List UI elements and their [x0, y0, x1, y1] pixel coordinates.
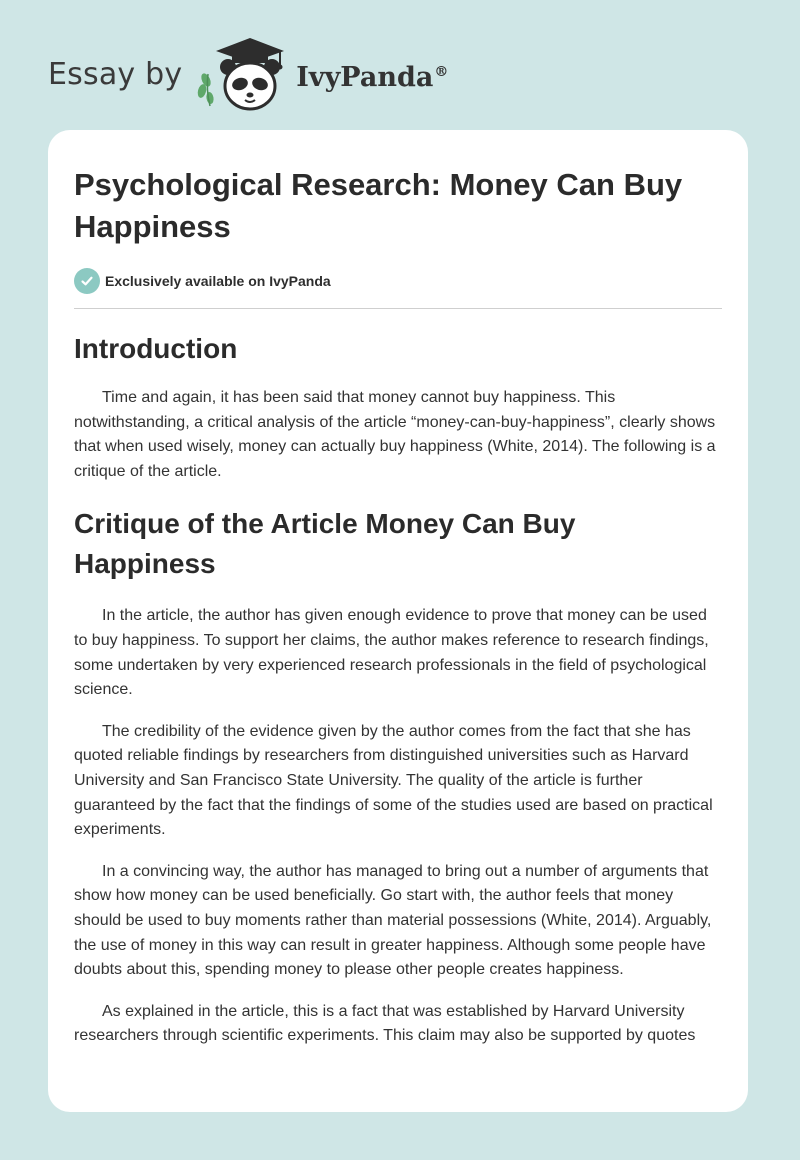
paragraph: The credibility of the evidence given by the author comes from the fact that she has quoted reliable findings by researchers from distinguished universities such as Harvard University and San Francisco State University. The quality of the article is further guaranteed by the fact that the findings of some of the studies used are based on practical experiments. — [74, 722, 713, 839]
site-header — [48, 34, 448, 114]
brand-name-text: IvyPanda — [296, 61, 434, 93]
essay-card — [48, 130, 748, 1112]
paragraph: Time and again, it has been said that money cannot buy happiness. This notwithstanding, a critical analysis of the article “money-can-buy-happiness”, clearly shows that when used wisely, money can actually buy happiness (White, 2014). The following is a critique of the article. — [74, 389, 716, 480]
page-title: Psychological Research: Money Can Buy Happiness — [74, 167, 683, 244]
section-heading: Critique of the Article Money Can Buy Happiness — [74, 508, 576, 580]
check-circle-icon — [74, 268, 100, 294]
paragraph: In the article, the author has given enough evidence to prove that money can be used to buy happiness. To support her claims, the author makes reference to research findings, some undertaken by very experienced research professionals in the field of psychological science. — [74, 607, 709, 699]
exclusive-badge — [74, 268, 722, 294]
section-introduction — [74, 331, 722, 484]
panda-graduate-icon — [196, 34, 292, 114]
registered-mark: ® — [434, 63, 449, 80]
paragraph: As explained in the article, this is a fact that was established by Harvard University researchers through scientific experiments. This claim may also be supported by quotes — [74, 1002, 696, 1045]
section-critique — [74, 504, 722, 1049]
paragraph: In a convincing way, the author has managed to bring out a number of arguments that show how money can be used beneficially. Go start with, the author feels that money should be used to buy moments rather than material possessions (White, 2014). Arguably, the use of money in this way can result in greater happiness. Although some people have doubts about this, spending money to please other people creates happiness. — [74, 862, 712, 979]
exclusive-badge-label: Exclusively available on IvyPanda — [105, 273, 331, 289]
section-heading: Introduction — [74, 333, 238, 364]
brand-name — [296, 62, 448, 93]
divider — [74, 308, 722, 309]
essay-by-label: Essay by — [48, 56, 183, 92]
